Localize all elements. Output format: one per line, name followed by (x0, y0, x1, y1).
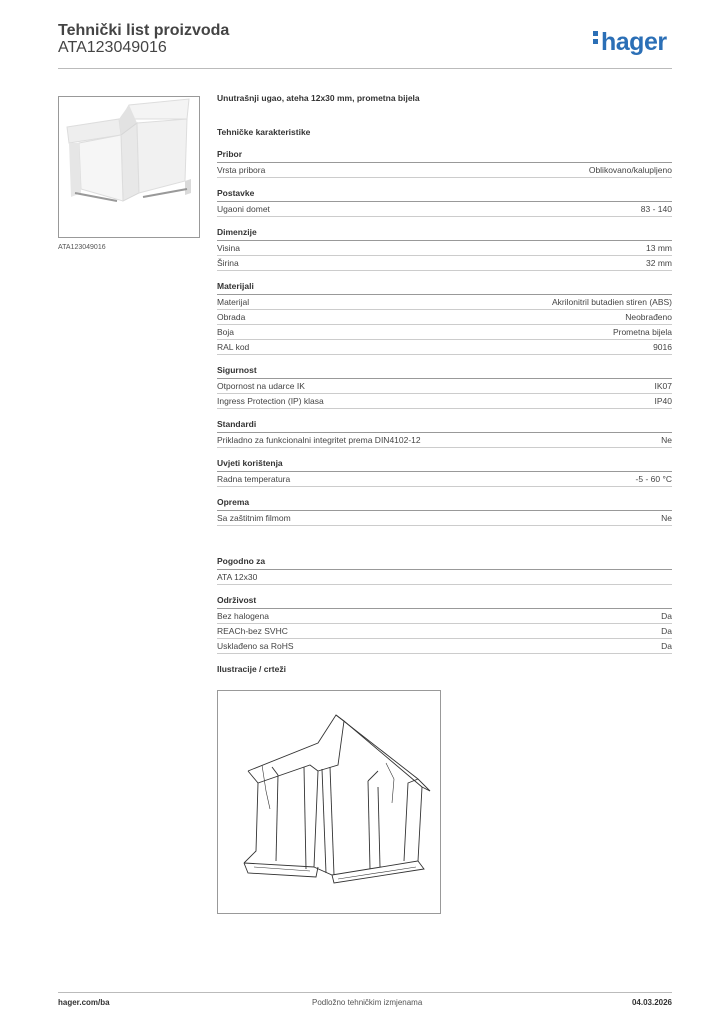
spec-label: Ingress Protection (IP) klasa (217, 396, 324, 406)
spec-value: 9016 (653, 342, 672, 352)
spec-value: Da (661, 641, 672, 651)
spec-value: IP40 (654, 396, 672, 406)
section-title: Održivost (217, 595, 672, 609)
page-title: Tehnički list proizvoda (58, 22, 230, 39)
spec-section (217, 458, 672, 487)
section-title: Uvjeti korištenja (217, 458, 672, 472)
spec-section (217, 419, 672, 448)
spec-label: Usklađeno sa RoHS (217, 641, 294, 651)
section-title: Standardi (217, 419, 672, 433)
spec-label: Bez halogena (217, 611, 269, 621)
section-title: Dimenzije (217, 227, 672, 241)
spec-value: IK07 (654, 381, 672, 391)
spec-value: Da (661, 611, 672, 621)
spec-row (217, 394, 672, 409)
spec-label: Širina (217, 258, 239, 268)
spec-section (217, 365, 672, 409)
section-title: Pogodno za (217, 556, 672, 570)
tech-heading: Tehničke karakteristike (217, 127, 311, 137)
spec-section (217, 149, 672, 178)
spec-row (217, 340, 672, 355)
hager-logo (593, 28, 667, 57)
spec-label: Vrsta pribora (217, 165, 266, 175)
spec-row (217, 624, 672, 639)
spec-panel (217, 93, 672, 674)
spec-label: REACh-bez SVHC (217, 626, 288, 636)
section-title: Materijali (217, 281, 672, 295)
spec-label: Prikladno za funkcionalni integritet prema DIN4102-12 (217, 435, 421, 445)
spec-value: Oblikovano/kalupljeno (588, 165, 672, 175)
footer-website-link[interactable]: hager.com/ba (58, 998, 110, 1007)
photo-caption: ATA123049016 (58, 244, 106, 251)
spec-row (217, 325, 672, 340)
sustainability-section (217, 595, 672, 654)
section-title: Postavke (217, 188, 672, 202)
spec-row (217, 202, 672, 217)
product-code: ATA123049016 (58, 39, 167, 56)
spec-section (217, 281, 672, 355)
spec-label: Ugaoni domet (217, 204, 270, 214)
spec-row (217, 295, 672, 310)
spec-label: Radna temperatura (217, 474, 291, 484)
spec-value: Akrilonitril butadien stiren (ABS) (552, 297, 672, 307)
technical-drawing (217, 690, 441, 914)
spec-row (217, 570, 672, 585)
spec-value: -5 - 60 °C (635, 474, 672, 484)
spec-row (217, 639, 672, 654)
spec-value: 32 mm (646, 258, 672, 268)
footer-divider (58, 992, 672, 993)
footer-date: 04.03.2026 (631, 998, 672, 1007)
spec-row (217, 609, 672, 624)
logo-dots-icon (593, 31, 599, 47)
spec-label: ATA 12x30 (217, 572, 258, 582)
spec-value: 13 mm (646, 243, 672, 253)
spec-section (217, 188, 672, 217)
spec-label: Visina (217, 243, 240, 253)
spec-label: Boja (217, 327, 235, 337)
spec-value: Ne (661, 513, 672, 523)
spec-value: 83 - 140 (640, 204, 672, 214)
spec-row (217, 379, 672, 394)
spec-label: Materijal (217, 297, 250, 307)
product-photo (58, 96, 200, 238)
illustrations-title: Ilustracije / crteži (217, 664, 286, 674)
spec-label: Sa zaštitnim filmom (217, 513, 291, 523)
spec-value: Da (661, 626, 672, 636)
spec-row (217, 241, 672, 256)
spec-section (217, 227, 672, 271)
spec-row (217, 511, 672, 526)
spec-label: Otpornost na udarce IK (217, 381, 305, 391)
spec-label: RAL kod (217, 342, 250, 352)
section-title: Sigurnost (217, 365, 672, 379)
spec-value: Ne (661, 435, 672, 445)
spec-row (217, 256, 672, 271)
spec-label: Obrada (217, 312, 246, 322)
header-divider (58, 68, 672, 69)
suitable-section (217, 556, 672, 585)
spec-sections (217, 149, 672, 526)
section-title: Pribor (217, 149, 672, 163)
spacer (217, 536, 672, 556)
spec-row (217, 472, 672, 487)
spec-row (217, 163, 672, 178)
spec-value: Neobrađeno (625, 312, 672, 322)
logo-text: hager (601, 28, 667, 56)
spec-section (217, 497, 672, 526)
footer-disclaimer: Podložno tehničkim izmjenama (312, 998, 423, 1007)
product-description: Unutrašnji ugao, ateha 12x30 mm, prometna bijela (217, 93, 420, 103)
section-title: Oprema (217, 497, 672, 511)
spec-row (217, 310, 672, 325)
spec-row (217, 433, 672, 448)
spec-value: Prometna bijela (612, 327, 672, 337)
